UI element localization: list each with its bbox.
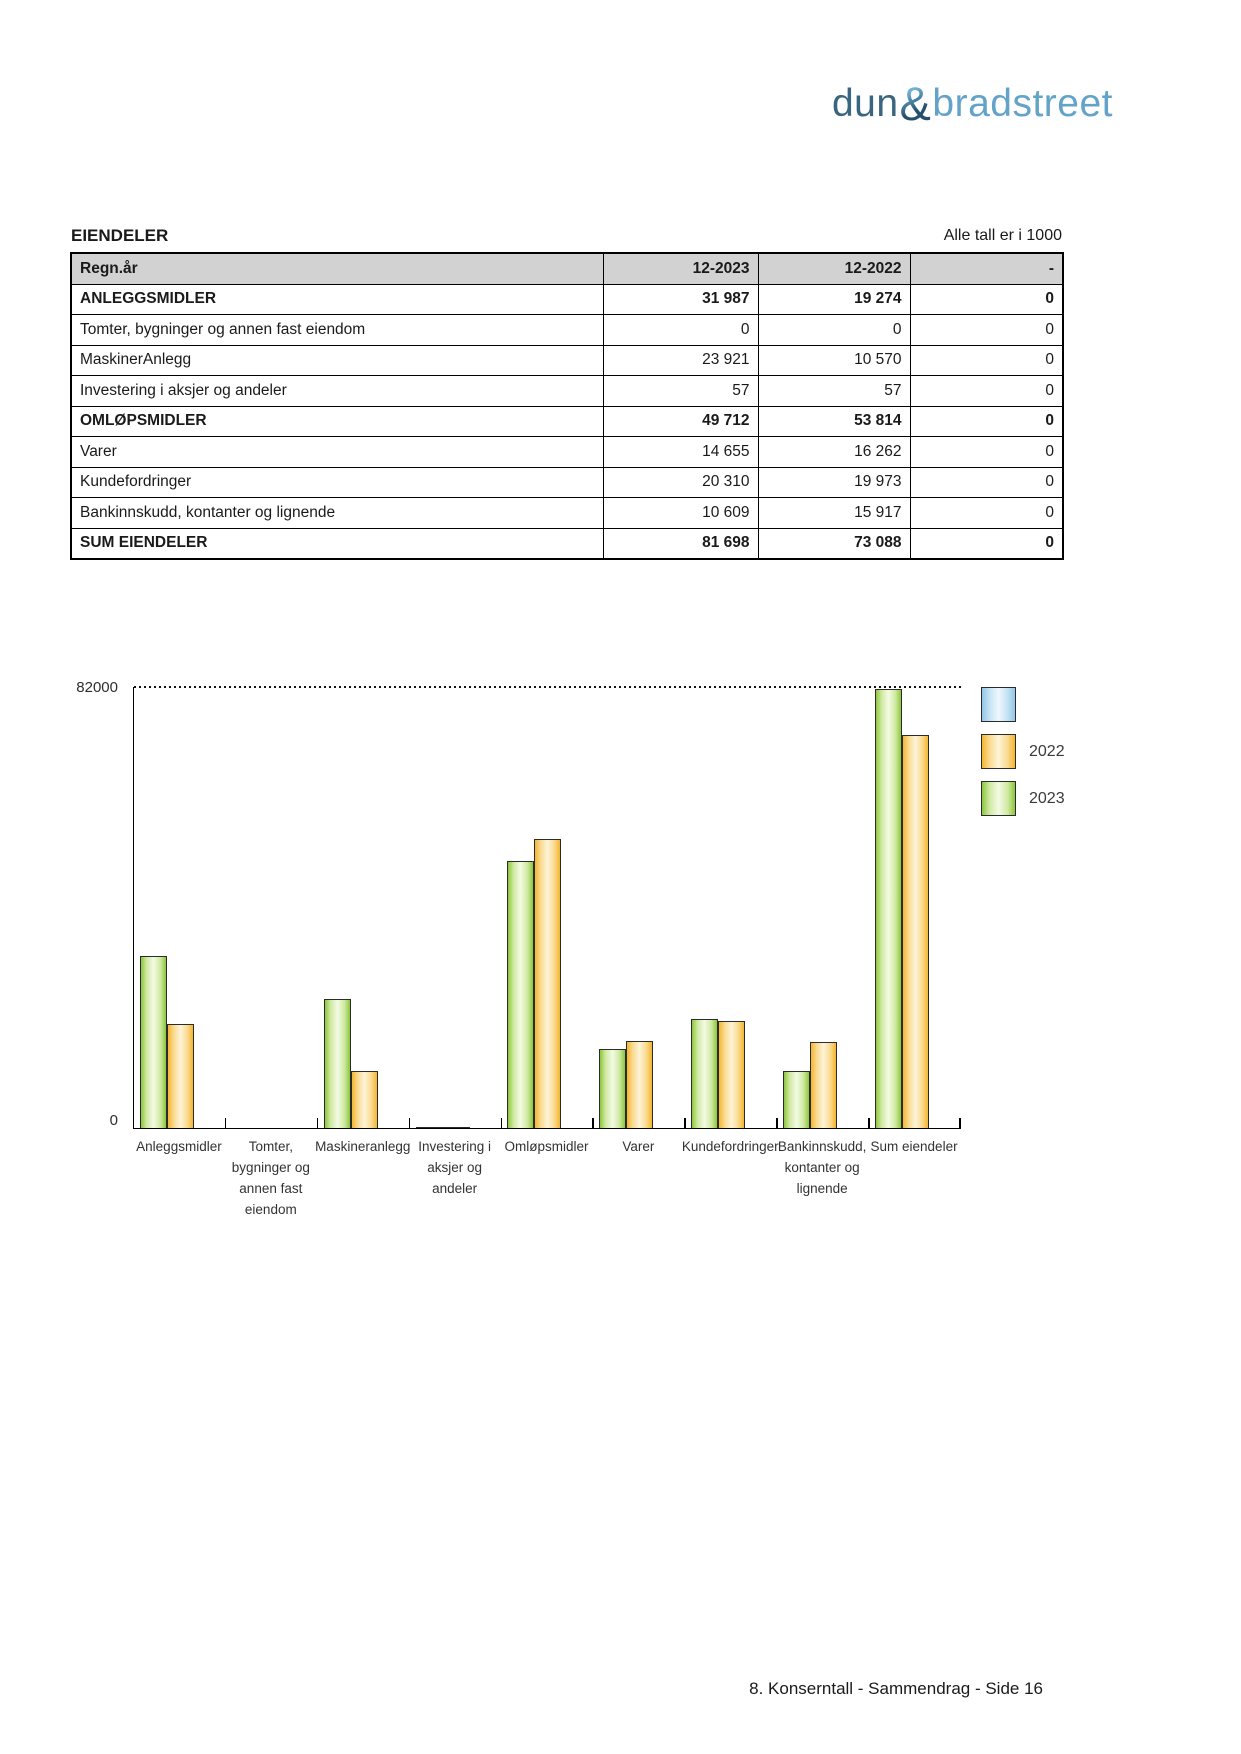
bar-2023	[416, 1127, 443, 1128]
header-cell: 12-2022	[758, 253, 910, 284]
units-note: Alle tall er i 1000	[943, 227, 1062, 244]
row-value-extra: 0	[910, 376, 1063, 407]
bar-pair	[416, 1127, 470, 1128]
row-label: Varer	[71, 437, 603, 468]
category-label	[136, 1136, 222, 1157]
bar-group	[777, 687, 869, 1128]
axis-tick	[959, 1118, 961, 1128]
category-label	[682, 1136, 779, 1157]
bar-pair	[599, 1041, 653, 1128]
bar-2023	[324, 999, 351, 1128]
row-value-2022: 73 088	[758, 528, 910, 559]
row-value-2022: 57	[758, 376, 910, 407]
logo-ampersand-icon: &	[899, 77, 932, 130]
bar-2023	[875, 689, 902, 1128]
legend-label-2022: 2022	[1029, 742, 1065, 760]
plot-area	[133, 687, 961, 1129]
legend-item-blue	[981, 687, 1065, 722]
category-label	[504, 1136, 588, 1157]
row-value-extra: 0	[910, 284, 1063, 315]
row-value-2022: 15 917	[758, 498, 910, 529]
table-row	[71, 376, 1063, 407]
axis-tick	[317, 1118, 319, 1128]
bar-2022	[810, 1042, 837, 1128]
legend-label-2023: 2023	[1029, 789, 1065, 807]
bar-2022	[626, 1041, 653, 1128]
legend-swatch-2022	[981, 734, 1016, 769]
axis-tick	[225, 1118, 227, 1128]
row-value-2023: 20 310	[603, 467, 758, 498]
category-label-line: Investering i	[418, 1139, 492, 1154]
section-title: EIENDELER	[71, 226, 169, 245]
table-header-row	[71, 253, 1063, 284]
row-value-extra: 0	[910, 467, 1063, 498]
bar-2023	[140, 956, 167, 1128]
table-row	[71, 406, 1063, 437]
axis-tick	[592, 1118, 594, 1128]
legend-swatch-blue	[981, 687, 1016, 722]
table-row	[71, 315, 1063, 346]
y-axis-max-label: 82000	[76, 679, 118, 696]
row-label: OMLØPSMIDLER	[71, 406, 603, 437]
bar-2022	[534, 839, 561, 1128]
bar-2023	[507, 861, 534, 1128]
category-label-line: Tomter,	[248, 1139, 293, 1154]
bar-2022	[351, 1071, 378, 1128]
row-value-extra: 0	[910, 528, 1063, 559]
bar-group	[685, 687, 777, 1128]
row-value-2023: 23 921	[603, 345, 758, 376]
bar-group	[318, 687, 410, 1128]
row-value-2023: 0	[603, 315, 758, 346]
bar-group	[593, 687, 685, 1128]
row-value-extra: 0	[910, 498, 1063, 529]
row-value-2022: 16 262	[758, 437, 910, 468]
category-label	[778, 1136, 867, 1199]
category-label-line: Kundefordringer	[681, 1139, 779, 1154]
category-label-line: Maskineranlegg	[315, 1139, 411, 1154]
bar-2022	[902, 735, 929, 1128]
category-label-line: andeler	[432, 1181, 478, 1196]
bar-pair	[324, 999, 378, 1128]
bar-2023	[691, 1019, 718, 1128]
bar-pair	[875, 689, 929, 1128]
table-row	[71, 437, 1063, 468]
row-value-2022: 0	[758, 315, 910, 346]
bar-2023	[783, 1071, 810, 1128]
header-cell: -	[910, 253, 1063, 284]
legend-item-2023	[981, 781, 1065, 816]
bar-2022	[167, 1024, 194, 1128]
table-row	[71, 498, 1063, 529]
logo-bradstreet: bradstreet	[932, 82, 1113, 125]
category-label-line: Bankinnskudd,	[777, 1139, 867, 1154]
row-value-2022: 19 274	[758, 284, 910, 315]
bar-pair	[783, 1042, 837, 1128]
row-value-2022: 10 570	[758, 345, 910, 376]
category-label-line: annen fast	[239, 1181, 303, 1196]
row-label: Bankinnskudd, kontanter og lignende	[71, 498, 603, 529]
row-value-extra: 0	[910, 345, 1063, 376]
category-label-line: bygninger og	[231, 1160, 310, 1175]
axis-tick	[501, 1118, 503, 1128]
table-row	[71, 284, 1063, 315]
category-label-line: lignende	[796, 1181, 848, 1196]
row-value-2023: 31 987	[603, 284, 758, 315]
row-value-extra: 0	[910, 315, 1063, 346]
row-value-2023: 57	[603, 376, 758, 407]
bar-group	[502, 687, 594, 1128]
category-label-line: Omløpsmidler	[504, 1139, 589, 1154]
category-label	[418, 1136, 491, 1199]
row-label: Investering i aksjer og andeler	[71, 376, 603, 407]
legend-swatch-2023	[981, 781, 1016, 816]
row-label: Tomter, bygninger og annen fast eiendom	[71, 315, 603, 346]
row-label: ANLEGGSMIDLER	[71, 284, 603, 315]
bar-pair	[507, 839, 561, 1128]
row-label: SUM EIENDELER	[71, 528, 603, 559]
category-label-line: eiendom	[244, 1202, 297, 1217]
row-value-extra: 0	[910, 406, 1063, 437]
row-label: MaskinerAnlegg	[71, 345, 603, 376]
category-label-line: aksjer og	[427, 1160, 482, 1175]
row-value-2023: 81 698	[603, 528, 758, 559]
row-value-2022: 19 973	[758, 467, 910, 498]
bar-2022	[443, 1127, 470, 1128]
asset-table-body	[71, 284, 1063, 559]
category-label	[871, 1136, 958, 1157]
chart-legend	[981, 687, 1065, 828]
bar-pair	[140, 956, 194, 1128]
category-label	[232, 1136, 310, 1220]
bar-2023	[599, 1049, 626, 1128]
category-label	[622, 1136, 654, 1157]
axis-tick	[868, 1118, 870, 1128]
bar-group	[134, 687, 226, 1128]
category-label-line: Anleggsmidler	[136, 1139, 222, 1154]
header-cell: Regn.år	[71, 253, 603, 284]
y-axis-zero-label: 0	[109, 1112, 118, 1129]
table-row	[71, 345, 1063, 376]
category-label-line: Varer	[622, 1139, 655, 1154]
table-row	[71, 467, 1063, 498]
row-value-2022: 53 814	[758, 406, 910, 437]
bar-2022	[718, 1021, 745, 1128]
logo-dun: dun	[831, 82, 899, 125]
bar-group	[410, 687, 502, 1128]
table-row	[71, 528, 1063, 559]
row-value-extra: 0	[910, 437, 1063, 468]
assets-table	[70, 252, 1064, 560]
category-label	[315, 1136, 410, 1157]
dun-bradstreet-logo	[832, 76, 1113, 131]
bar-group	[869, 687, 961, 1128]
row-value-2023: 14 655	[603, 437, 758, 468]
bar-pair	[691, 1019, 745, 1128]
row-value-2023: 49 712	[603, 406, 758, 437]
axis-tick	[776, 1118, 778, 1128]
axis-tick	[684, 1118, 686, 1128]
category-labels	[133, 1136, 960, 1246]
row-value-2023: 10 609	[603, 498, 758, 529]
category-label-line: kontanter og	[784, 1160, 860, 1175]
footer-text: 8. Konserntall - Sammendrag - Side 16	[749, 1679, 1043, 1698]
header-cell: 12-2023	[603, 253, 758, 284]
axis-tick	[409, 1118, 411, 1128]
legend-item-2022	[981, 734, 1065, 769]
bar-group	[226, 687, 318, 1128]
category-label-line: Sum eiendeler	[870, 1139, 958, 1154]
row-label: Kundefordringer	[71, 467, 603, 498]
